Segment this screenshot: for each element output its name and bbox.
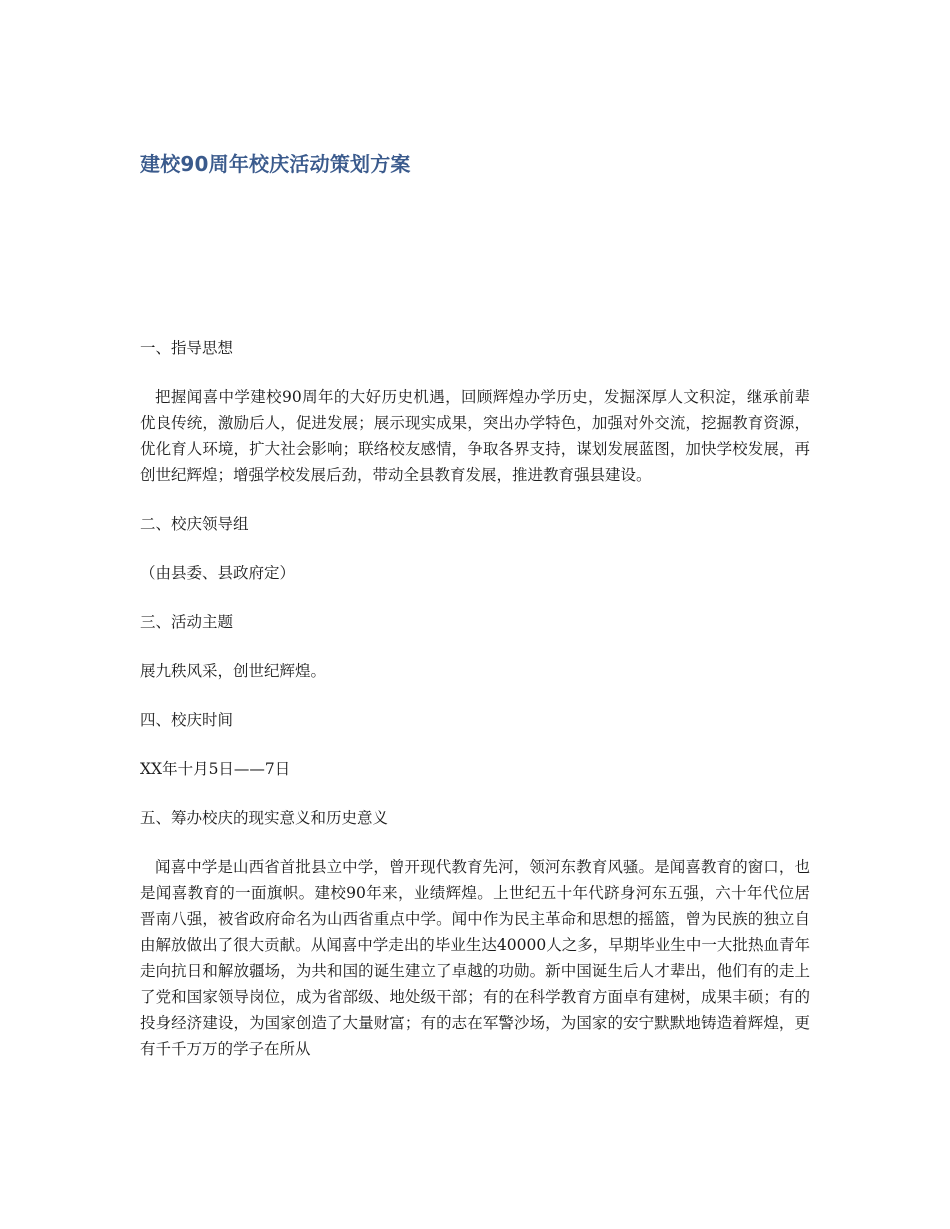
document-title: 建校90周年校庆活动策划方案 [140, 152, 411, 176]
section-body-theme: 展九秩风采，创世纪辉煌。 [140, 662, 327, 680]
section-body-significance: 闻喜中学是山西省首批县立中学，曾开现代教育先河，领河东教育风骚。是闻喜教育的窗口，也是闻喜教育的一面旗帜。建校90年来，业绩辉煌。上世纪五十年代跻身河东五强，六十年代位居晋南八强，被省政府命名为山西省重点中学。闻中作为民主革命和思想的摇篮，曾为民族的独立自由解放做出了很大贡献。从闻喜中学走出的毕业生达40000人之多，早期毕业生中一大批热血青年走向抗日和解放疆场，为共和国的诞生建立了卓越的功勋。新中国诞生后人才辈出，他们有的走上了党和国家领导岗位，成为省部级、地处级干部；有的在科学教育方面卓有建树，成果丰硕；有的投身经济建设，为国家创造了大量财富；有的志在军警沙场，为国家的安宁默默地铸造着辉煌，更有千千万万的学子在所从 [140, 858, 810, 1058]
section-heading-theme: 三、活动主题 [140, 613, 234, 631]
section-body-leadership-group: （由县委、县政府定） [140, 564, 296, 582]
section-heading-guiding-principle: 一、指导思想 [140, 339, 234, 357]
document-body [140, 335, 810, 1085]
section-heading-leadership-group: 二、校庆领导组 [140, 515, 249, 533]
section-heading-time: 四、校庆时间 [140, 711, 234, 729]
section-body-time: XX年十月5日——7日 [140, 760, 291, 778]
section-heading-significance: 五、筹办校庆的现实意义和历史意义 [140, 809, 389, 827]
section-body-guiding-principle: 把握闻喜中学建校90周年的大好历史机遇，回顾辉煌办学历史，发掘深厚人文积淀，继承前辈优良传统，激励后人，促进发展；展示现实成果，突出办学特色，加强对外交流，挖掘教育资源，优化育人环境，扩大社会影响；联络校友感情，争取各界支持，谋划发展蓝图，加快学校发展，再创世纪辉煌；增强学校发展后劲，带动全县教育发展，推进教育强县建设。 [140, 388, 810, 484]
